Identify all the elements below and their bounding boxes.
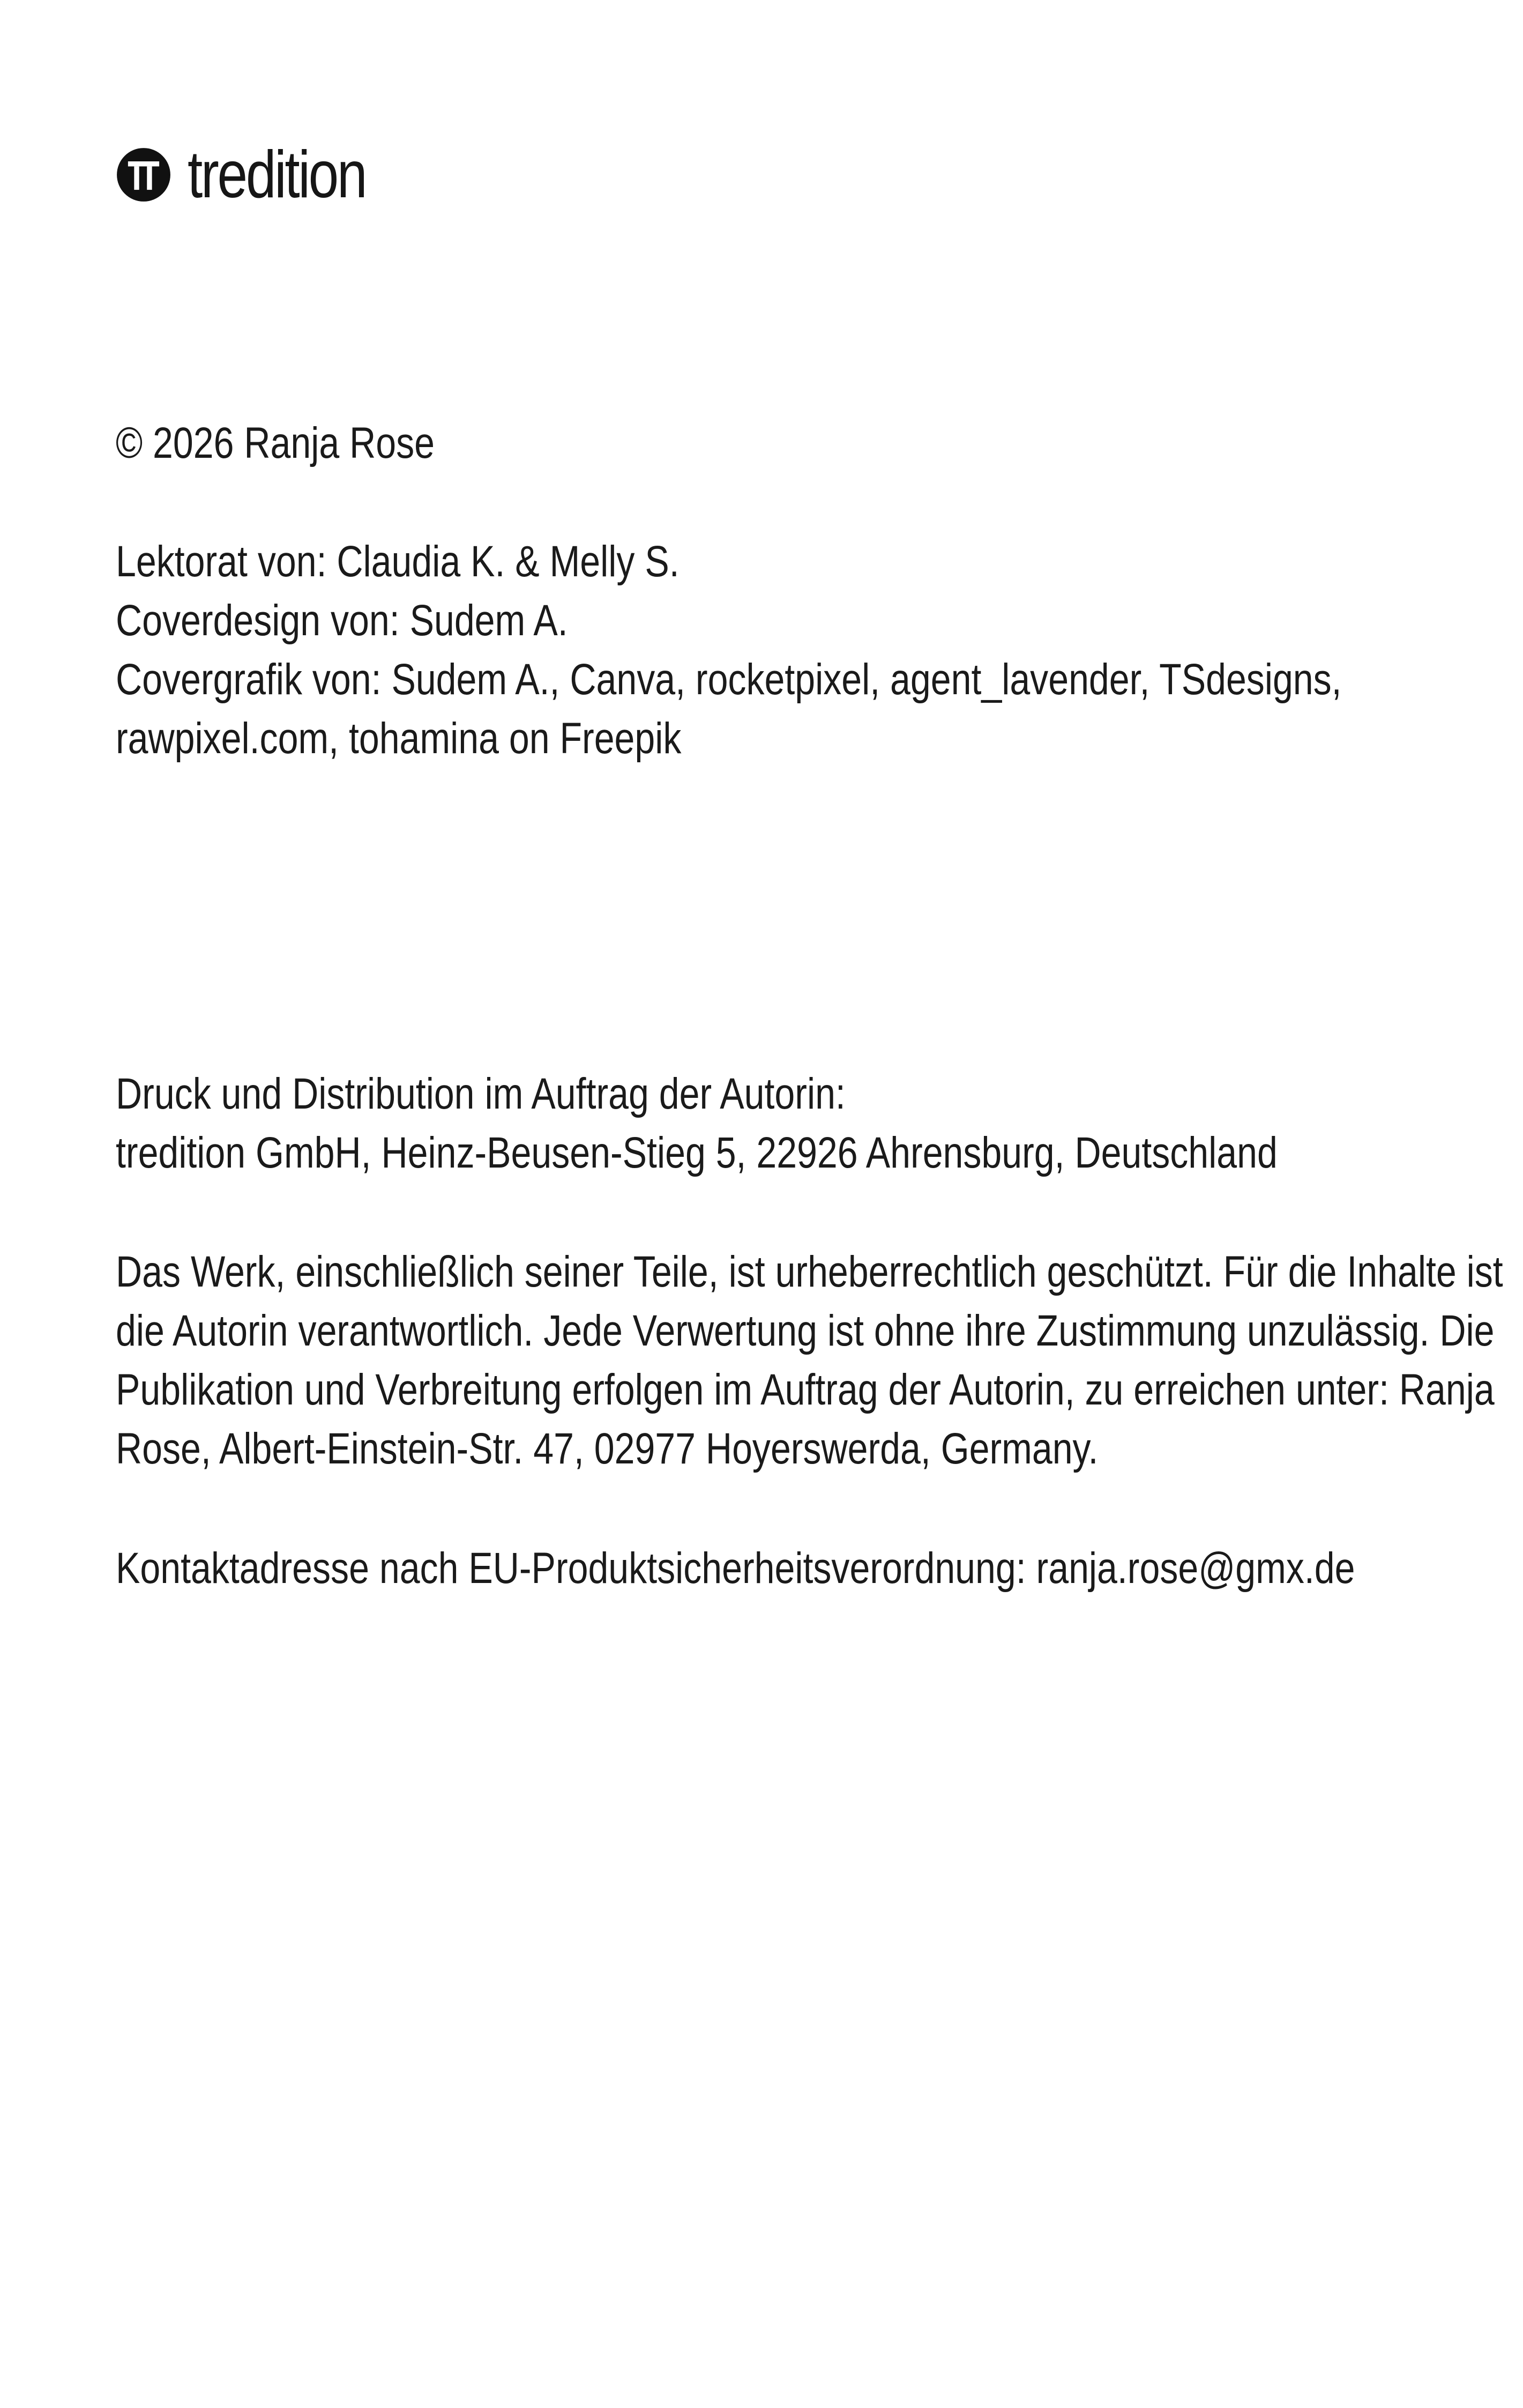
brand-wordmark: tredition (188, 138, 366, 212)
copyright-notice (116, 414, 1210, 473)
covergrafik-line-cont: rawpixel.com, tohamina on Freepik (116, 714, 682, 763)
credits-block (116, 532, 1342, 768)
tredition-logo-icon (116, 147, 171, 203)
covergrafik-line: Covergrafik von: Sudem A., Canva, rocketpixel, agent_lavender, TSdesigns, (116, 655, 1342, 704)
legal-line: die Autorin verantwortlich. Jede Verwertung ist ohne ihre Zustimmung unzulässig. Die (116, 1306, 1495, 1355)
legal-notice-block (116, 1243, 1503, 1478)
contact-line: Kontaktadresse nach EU-Produktsicherheitsverordnung: ranja.rose@gmx.de (116, 1544, 1355, 1593)
legal-line: Publikation und Verbreitung erfolgen im Auftrag der Autorin, zu erreichen unter: Ranja (116, 1365, 1495, 1414)
publisher-address-line: tredition GmbH, Heinz-Beusen-Stieg 5, 22926 Ahrensburg, Deutschland (116, 1128, 1278, 1177)
lektorat-line: Lektorat von: Claudia K. & Melly S. (116, 537, 680, 586)
legal-line: Rose, Albert-Einstein-Str. 47, 02977 Hoyerswerda, Germany. (116, 1424, 1099, 1473)
print-distribution-block (116, 1065, 1278, 1183)
copyright-line: © 2026 Ranja Rose (116, 419, 435, 467)
print-line: Druck und Distribution im Auftrag der Autorin: (116, 1069, 846, 1118)
contact-block (116, 1539, 1355, 1598)
legal-line: Das Werk, einschließlich seiner Teile, ist urheberrechtlich geschützt. Für die Inhalte ist (116, 1247, 1503, 1296)
publisher-logo (116, 132, 405, 218)
coverdesign-line: Coverdesign von: Sudem A. (116, 596, 568, 645)
